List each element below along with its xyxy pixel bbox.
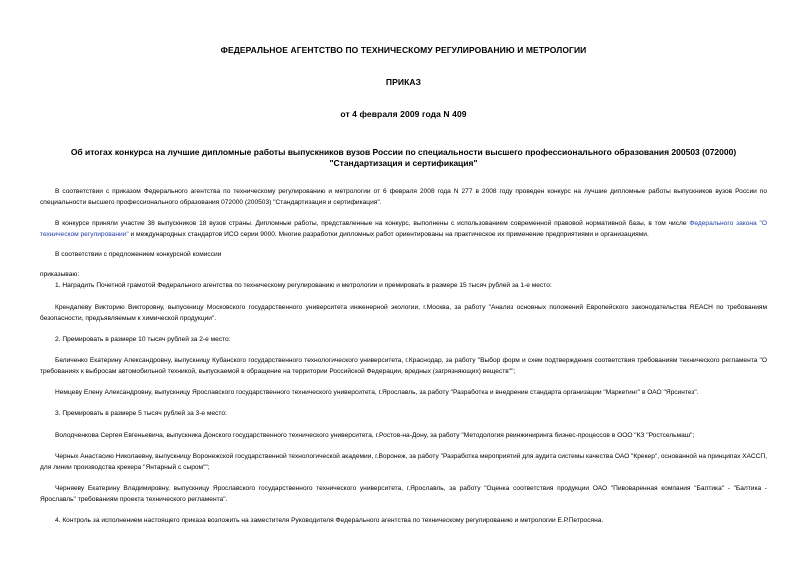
winner-second-place-1: Беличенко Екатерину Александровну, выпускницу Кубанского государственного технологического университета, г.Краснодар, за работу "Выбор форм и схем подтверждения соответствия требованиям технического регламента "О требованиях к выбросам автомобильной техникой, выпускаемой в обращение на территории Российской Федерации, вредных (загрязняющих) веществ"";: [40, 357, 767, 375]
winner-third-place-2: Черных Анастасию Николаевну, выпускницу Воронежской государственной технологической академии, г.Воронеж, за работу "Разработка мероприятий для аудита системы качества ОАО "Крекер", основанной на принципах ХАССП, для линии производства крекера "Янтарный с сыром"";: [40, 453, 767, 471]
document-type-heading: ПРИКАЗ: [385, 77, 422, 87]
winner-third-place-1: Володченкова Сергея Евгеньевича, выпускника Донского государственного технического университета, г.Ростов-на-Дону, за работу "Методология реинжиниринга бизнес-процессов в ООО "КЗ "Ростсельмаш";: [55, 432, 695, 439]
paragraph-order: приказываю:: [40, 271, 80, 278]
winner-first-place: Крендалеву Викторию Викторовну, выпускницу Московского государственного университета инженерной экологии, г.Москва, за работу "Анализ основных положений Европейского законодательства REACH по требованиям безопасности, предъявляемым к химической продукции".: [40, 304, 767, 322]
order-item-4: 4. Контроль за исполнением настоящего приказа возложить на заместителя Руководителя Федерального агентства по техническому регулированию и метрологии Е.Р.Петросяна.: [55, 517, 604, 524]
order-item-2: 2. Премировать в размере 10 тысяч рублей за 2-е место:: [55, 336, 231, 343]
winner-third-place-3: Черняеву Екатерину Владимировну, выпускницу Ярославского государственного технического университета, г.Ярославль, за работу "Оценка соответствия продукции ОАО "Пивоваренная компания "Балтика" - "Балтика - Ярославль" требованиям проекта технического регламента".: [40, 485, 767, 503]
federal-law-link[interactable]: Федерального закона "О техническом регулировании": [40, 220, 767, 238]
paragraph-participants: [40, 218, 767, 240]
document-date-number: от 4 февраля 2009 года N 409: [340, 109, 467, 119]
paragraph-commission: В соответствии с предложением конкурсной комиссии: [55, 251, 222, 258]
order-item-3: 3. Премировать в размере 5 тысяч рублей за 3-е место:: [55, 410, 227, 417]
document-title-line2: "Стандартизация и сертификация": [329, 158, 478, 168]
agency-heading: ФЕДЕРАЛЬНОЕ АГЕНТСТВО ПО ТЕХНИЧЕСКОМУ РЕГУЛИРОВАНИЮ И МЕТРОЛОГИИ: [220, 45, 587, 55]
document-title: [40, 147, 767, 169]
order-item-1: 1. Наградить Почетной грамотой Федерального агентства по техническому регулированию и метрологии и премировать в размере 15 тысяч рублей за 1-е место:: [55, 282, 552, 289]
paragraph-intro: В соответствии с приказом Федерального агентства по техническому регулированию и метрологии от 6 февраля 2008 года N 277 в 2008 году проведен конкурс на лучшие дипломные работы выпускников вузов России по специальности высшего профессионального образования 072000 (200503) "Стандартизация и сертификация".: [40, 188, 767, 206]
winner-second-place-2: Немцеву Елену Александровну, выпускницу Ярославского государственного технического университета, г.Ярославль, за работу "Разработка и внедрение стандарта организации "Маркетинг" в ОАО "Ярсинтез".: [55, 389, 699, 396]
paragraph-participants-end: и международных стандартов ИСО серии 9000. Многие разработки дипломных работ ориентированы на практическое их применение предприятиями и организациями.: [128, 231, 649, 238]
document-title-line1: Об итогах конкурса на лучшие дипломные работы выпускников вузов России по специальности высшего профессионального образования 200503 (072000): [70, 147, 737, 157]
paragraph-participants-start: В конкурсе приняли участие 38 выпускников 18 вузов страны. Дипломные работы, представленные на конкурс, выполнены с использованием современной правовой нормативной базы, в том числе: [55, 220, 690, 227]
